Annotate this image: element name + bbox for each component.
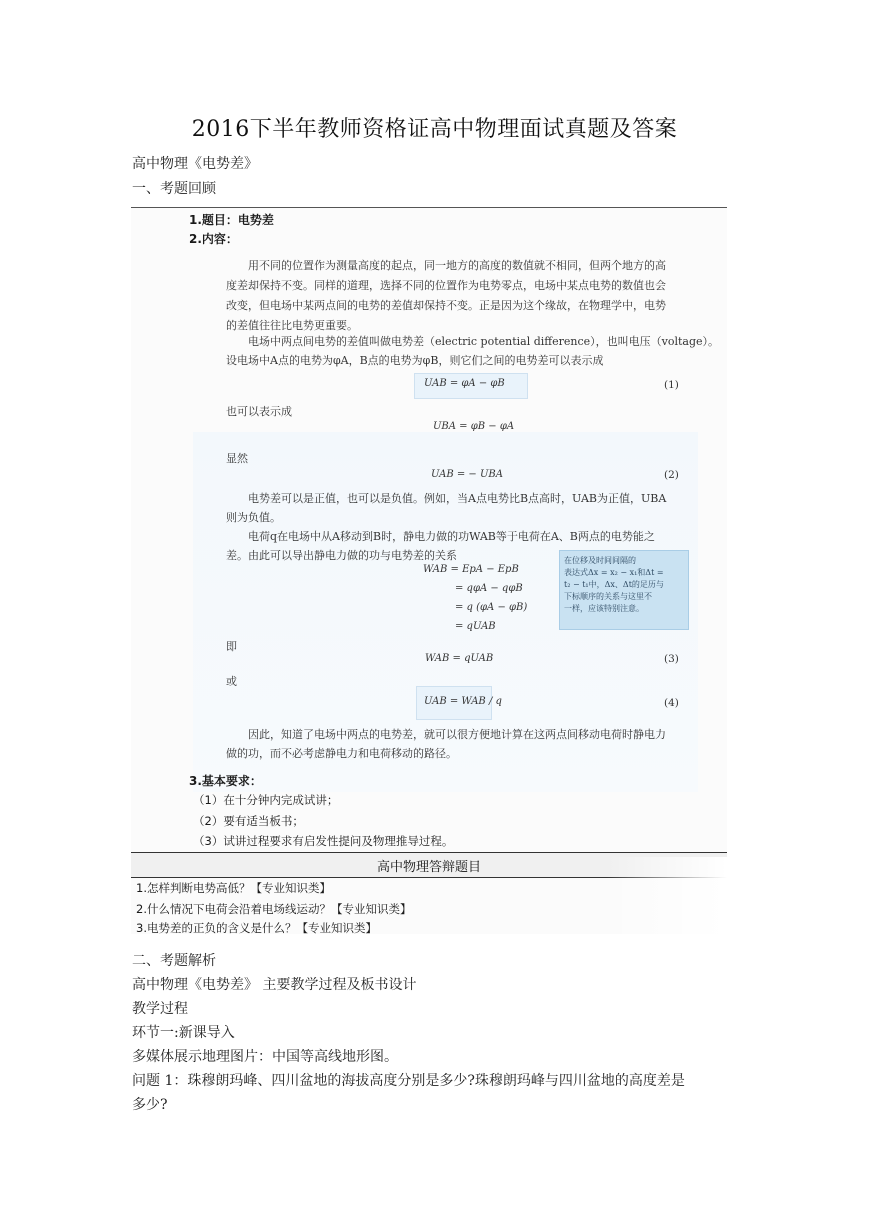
section-heading-review: 一、考题回顾 [132, 181, 216, 197]
section-heading-analysis: 二、考题解析 [132, 953, 216, 969]
para4-line1: 电荷q在电场中从A移动到B时，静电力做的功WAB等于电荷在A、B两点的电势能之 [248, 530, 655, 543]
note-line1: 在位移及时间间隔的 [564, 556, 636, 565]
para1-line2: 度差却保持不变。同样的道理，选择不同的位置作为电势零点，电场中某点电势的数值也会 [226, 279, 666, 292]
huo-text: 或 [226, 675, 237, 688]
requirement-1: （1）在十分钟内完成试讲； [193, 793, 339, 807]
process-heading: 教学过程 [132, 1001, 188, 1017]
para4-line2: 差。由此可以导出静电力做的功与电势差的关系 [226, 549, 457, 562]
equation-1b: UBA = φB − φA [433, 421, 515, 432]
para2-line1: 电场中两点间电势的差值叫做电势差（electric potential difference），也叫电压（voltage）。 [248, 335, 720, 348]
para3-line1: 电势差可以是正值，也可以是负值。例如，当A点电势比B点高时，UAB为正值，UBA [248, 492, 667, 505]
also-text: 也可以表示成 [226, 405, 292, 418]
question1-line2: 多少? [132, 1097, 168, 1113]
equation-4-number: (4) [664, 697, 679, 709]
para1-line3: 改变，但电场中某两点间的电势的差值却保持不变。正是因为这个缘故，在物理学中，电势 [226, 299, 666, 312]
item-content: 2.内容： [189, 232, 238, 246]
equation-3-number: (3) [664, 653, 679, 665]
note-line4: 下标顺序的关系与这里不 [564, 592, 652, 601]
design-heading: 高中物理《电势差》 主要教学过程及板书设计 [132, 977, 417, 993]
note-line5: 一样，应该特别注意。 [564, 604, 644, 613]
step1-heading: 环节一:新课导入 [132, 1025, 235, 1041]
item-topic: 1.题目：电势差 [189, 213, 274, 227]
side-note-box [559, 550, 689, 630]
para2-line2: 设电场中A点的电势为φA，B点的电势为φB，则它们之间的电势差可以表示成 [226, 354, 604, 367]
para1-line1: 用不同的位置作为测量高度的起点，同一地方的高度的数值就不相同，但两个地方的高 [248, 259, 666, 272]
equation-2-number: (2) [664, 469, 679, 481]
equation-1: UAB = φA − φB [424, 378, 505, 389]
defense-questions-title: 高中物理答辩题目 [376, 860, 481, 875]
requirement-3: （3）试讲过程要求有启发性提问及物理推导过程。 [193, 834, 454, 848]
equation-1-number: (1) [664, 379, 679, 391]
requirements-title: 3.基本要求： [189, 774, 262, 788]
para3-line2: 则为负值。 [226, 511, 281, 524]
question1-line1: 问题 1：珠穆朗玛峰、四川盆地的海拔高度分别是多少?珠穆朗玛峰与四川盆地的高度差是 [132, 1073, 685, 1089]
derivation-4: = qUAB [455, 621, 496, 632]
ji-text: 即 [226, 640, 237, 653]
para5-line1: 因此，知道了电场中两点的电势差，就可以很方便地计算在这两点间移动电荷时静电力 [248, 728, 666, 741]
defense-question-3: 3.电势差的正负的含义是什么？【专业知识类】 [136, 921, 377, 934]
para5-line2: 做的功，而不必考虑静电力和电荷移动的路径。 [226, 747, 457, 760]
media-text: 多媒体展示地理图片：中国等高线地形图。 [132, 1049, 398, 1065]
derivation-2: = qφA − qφB [455, 583, 523, 594]
defense-question-2: 2.什么情况下电荷会沿着电场线运动？【专业知识类】 [136, 902, 412, 916]
requirement-2: （2）要有适当板书； [193, 814, 304, 828]
equation-2: UAB = − UBA [431, 469, 503, 480]
subject-line: 高中物理《电势差》 [132, 156, 258, 172]
defense-question-1: 1.怎样判断电势高低？【专业知识类】 [136, 881, 331, 895]
equation-3: WAB = qUAB [425, 653, 494, 664]
exam-scan-image [131, 207, 727, 934]
scan-fade-edge [607, 857, 727, 934]
para1-line4: 的差值往往比电势更重要。 [226, 319, 358, 332]
derivation-3: = q (φA − φB) [455, 602, 528, 613]
equation-4: UAB = WAB / q [424, 696, 502, 707]
top-rule [131, 207, 727, 208]
page-title: 2016下半年教师资格证高中物理面试真题及答案 [191, 117, 678, 142]
derivation-1: WAB = EpA − EpB [423, 564, 519, 575]
obviously-text: 显然 [226, 452, 248, 465]
note-line2: 表达式Δx = x₂ − x₁和Δt = [564, 568, 664, 577]
note-line3: t₂ − t₁中，Δx、Δt的足历与 [564, 580, 664, 589]
